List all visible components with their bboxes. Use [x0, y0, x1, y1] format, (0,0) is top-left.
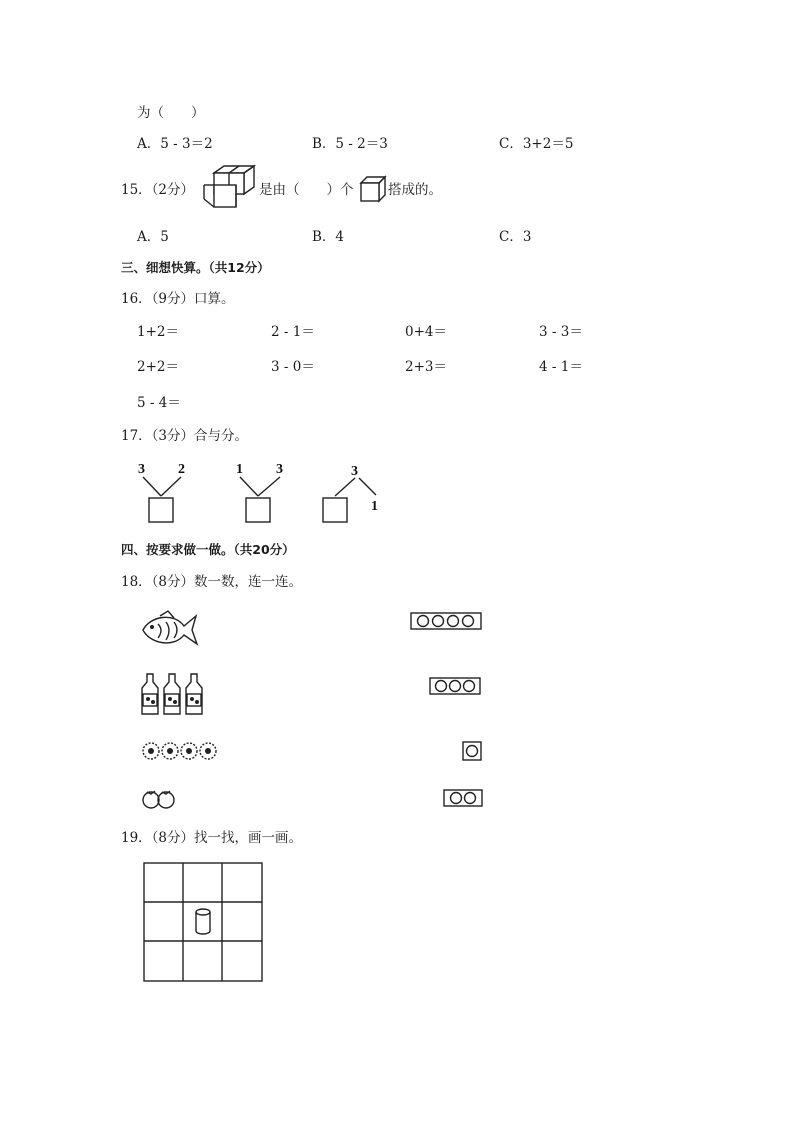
q17-answer-box-1[interactable]: [149, 498, 173, 522]
q16-expr-8: 4 - 1＝: [539, 359, 583, 375]
q17-title: 17．（3分）合与分。: [121, 428, 249, 444]
q17-d1-left: 3: [138, 462, 145, 477]
section-4-title: 四、按要求做一做。（共20分）: [121, 542, 295, 557]
q14-option-b: B．5 - 2＝3: [312, 136, 388, 152]
cube-stack-icon: [200, 165, 260, 215]
tomato-icon: [142, 786, 178, 810]
q16-expr-6: 3 - 0＝: [271, 359, 315, 375]
q17-d3-top: 3: [351, 464, 358, 479]
circle-box-2[interactable]: [443, 789, 483, 807]
q14-option-c: C．3+2＝5: [499, 136, 574, 152]
q19-grid: [143, 862, 265, 984]
cube-icon: [360, 176, 386, 204]
q17-d3-branch: 1: [371, 499, 378, 514]
fish-icon: [140, 610, 200, 650]
bottle-icon: [140, 672, 206, 718]
q17-answer-box-3[interactable]: [323, 498, 347, 522]
q17-d2-right: 3: [276, 462, 283, 477]
q16-expr-3: 0+4＝: [405, 324, 447, 340]
q15-prefix: 15．（2分）: [121, 182, 195, 198]
cylinder-icon: [196, 909, 210, 934]
circle-box-3[interactable]: [429, 677, 481, 695]
q15-option-b: B．4: [312, 229, 345, 245]
q14-line-tail: 为（ ）: [137, 105, 205, 121]
circle-box-4[interactable]: [410, 612, 482, 630]
q17-d1-right: 2: [178, 462, 185, 477]
q16-expr-1: 1+2＝: [137, 324, 179, 340]
split-combine-diagrams: [130, 455, 390, 530]
section-3-title: 三、细想快算。（共12分）: [121, 260, 270, 275]
q17-d2-left: 1: [236, 462, 243, 477]
q16-expr-5: 2+2＝: [137, 359, 179, 375]
flower-icon: [142, 741, 220, 761]
q16-expr-9: 5 - 4＝: [137, 395, 181, 411]
q19-title: 19．（8分）找一找，画一画。: [121, 830, 303, 846]
q15-option-c: C．3: [499, 229, 532, 245]
q15-option-a: A．5: [137, 229, 169, 245]
q16-expr-4: 3 - 3＝: [539, 324, 583, 340]
q15-suffix: 搭成的。: [388, 182, 442, 198]
q16-expr-2: 2 - 1＝: [271, 324, 315, 340]
q16-expr-7: 2+3＝: [405, 359, 447, 375]
q14-option-a: A．5 - 3＝2: [137, 136, 213, 152]
circle-box-1[interactable]: [462, 741, 482, 761]
q18-title: 18．（8分）数一数，连一连。: [121, 574, 303, 590]
q15-middle: 是由（ ）个: [259, 182, 354, 198]
q16-title: 16．（9分）口算。: [121, 291, 235, 307]
q17-answer-box-2[interactable]: [246, 498, 270, 522]
